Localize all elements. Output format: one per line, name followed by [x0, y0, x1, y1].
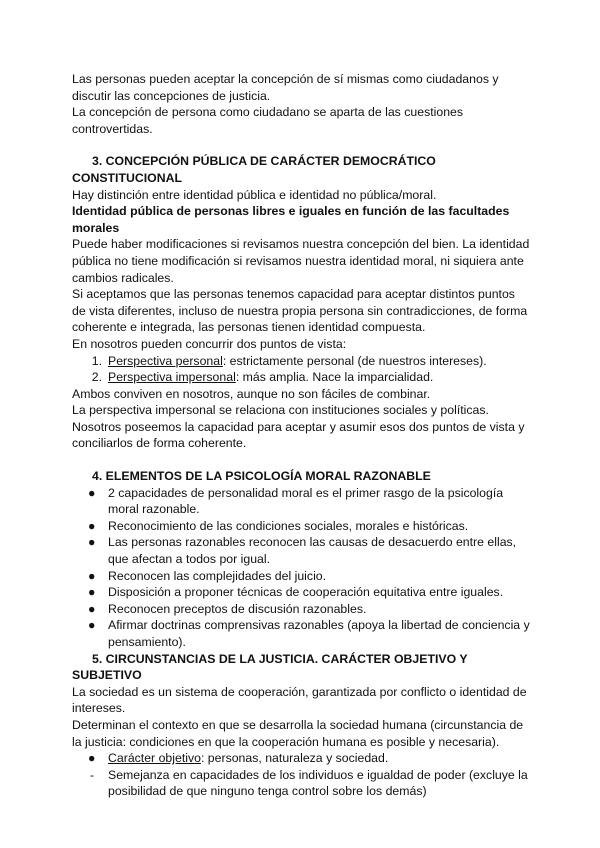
section-4-heading: 4. ELEMENTOS DE LA PSICOLOGÍA MORAL RAZONABLE: [92, 469, 431, 484]
s3-paragraph-1: Hay distinción entre identidad pública e identidad no pública/moral.: [72, 187, 437, 202]
dash-marker: -: [90, 767, 95, 782]
bullet-icon: ●: [88, 485, 96, 500]
bullet-icon: ●: [88, 535, 96, 550]
s3-paragraph-5: Ambos conviven en nosotros, aunque no son fáciles de combinar.: [72, 386, 431, 401]
bullet-icon: ●: [88, 751, 96, 766]
list-text: Disposición a proponer técnicas de cooperación equitativa entre iguales.: [108, 585, 504, 600]
section-5-heading: 5. CIRCUNSTANCIAS DE LA JUSTICIA. CARÁCTER OBJETIVO Y: [92, 651, 468, 666]
list-text: : personas, naturaleza y sociedad.: [200, 751, 389, 766]
list-text: Semejanza en capacidades de los individuos e igualdad de poder (excluye la posibilidad de que ninguno tenga control sobre los demás): [108, 767, 528, 799]
list-text: Las personas razonables reconocen las causas de desacuerdo entre ellas, que afectan a todos por igual.: [108, 535, 517, 567]
list-item: [72, 568, 532, 585]
s3-numbered-list: [72, 353, 532, 386]
list-text: Reconocen las complejidades del juicio.: [108, 568, 327, 583]
list-text: : más amplia. Nace la imparcialidad.: [235, 370, 434, 385]
bullet-icon: ●: [88, 585, 96, 600]
s5-bullet-list: [72, 750, 532, 800]
list-item: [72, 750, 532, 767]
list-text: Afirmar doctrinas comprensivas razonables (apoya la libertad de conciencia y pensamiento).: [108, 618, 530, 649]
section-3-heading: 3. CONCEPCIÓN PÚBLICA DE CARÁCTER DEMOCRÁTICO: [92, 154, 436, 169]
s5-paragraph-2: Determinan el contexto en que se desarrolla la sociedad humana (circunstancia de la justicia: condiciones en que la cooperación humana es posible y necesaria).: [72, 717, 524, 749]
list-item: [72, 534, 532, 567]
section-3-heading-cont: CONSTITUCIONAL: [72, 170, 182, 185]
bullet-icon: ●: [88, 568, 96, 583]
list-term: Perspectiva personal: [108, 353, 223, 368]
list-number: 2.: [91, 370, 102, 385]
list-item: [72, 617, 532, 650]
s4-bullet-list: [72, 485, 532, 651]
document-page: [72, 71, 532, 800]
bullet-icon: ●: [88, 618, 96, 633]
list-text: Reconocimiento de las condiciones sociales, morales e históricas.: [108, 518, 469, 533]
bullet-icon: ●: [88, 601, 96, 616]
s5-paragraph-1: La sociedad es un sistema de cooperación, garantizada por conflicto o identidad de intereses.: [72, 684, 527, 716]
intro-paragraph-2: La concepción de persona como ciudadano se aparta de las cuestiones controvertidas.: [72, 105, 464, 136]
list-item: [72, 485, 532, 518]
s3-paragraph-4: En nosotros pueden concurrir dos puntos de vista:: [72, 336, 347, 351]
intro-paragraph-1: Las personas pueden aceptar la concepción de sí mismas como ciudadanos y discutir las concepciones de justicia.: [72, 72, 499, 103]
list-text: 2 capacidades de personalidad moral es el primer rasgo de la psicología moral razonable.: [108, 485, 504, 517]
s3-paragraph-3: Si aceptamos que las personas tenemos capacidad para aceptar distintos puntos de vista diferentes, incluso de nuestra propia persona sin contradicciones, de forma coherente e integrada, las personas tienen identidad compuesta.: [72, 287, 528, 335]
list-item: [72, 584, 532, 601]
list-term: Carácter objetivo: [108, 751, 201, 766]
list-item: [72, 601, 532, 618]
list-item: [72, 767, 532, 800]
list-number: 1.: [91, 353, 102, 368]
s3-paragraph-2: Puede haber modificaciones si revisamos nuestra concepción del bien. La identidad pública no tiene modificación si revisamos nuestra identidad moral, ni siquiera ante cambios radicales.: [72, 237, 530, 285]
bullet-icon: ●: [88, 518, 96, 533]
list-item: [72, 369, 532, 386]
list-item: [72, 518, 532, 535]
list-text: Reconocen preceptos de discusión razonables.: [108, 601, 367, 616]
list-text: : estrictamente personal (de nuestros intereses).: [222, 353, 487, 368]
section-5-heading-cont: SUBJETIVO: [72, 668, 142, 683]
list-item: [72, 353, 532, 370]
s3-subtitle: Identidad pública de personas libres e iguales en función de las facultades morales: [72, 204, 510, 235]
s3-paragraph-6: La perspectiva impersonal se relaciona con instituciones sociales y políticas. Nosotros poseemos la capacidad para aceptar y asumir esos dos puntos de vista y conciliarlos de forma coherente.: [72, 403, 525, 451]
list-term: Perspectiva impersonal: [108, 370, 236, 385]
